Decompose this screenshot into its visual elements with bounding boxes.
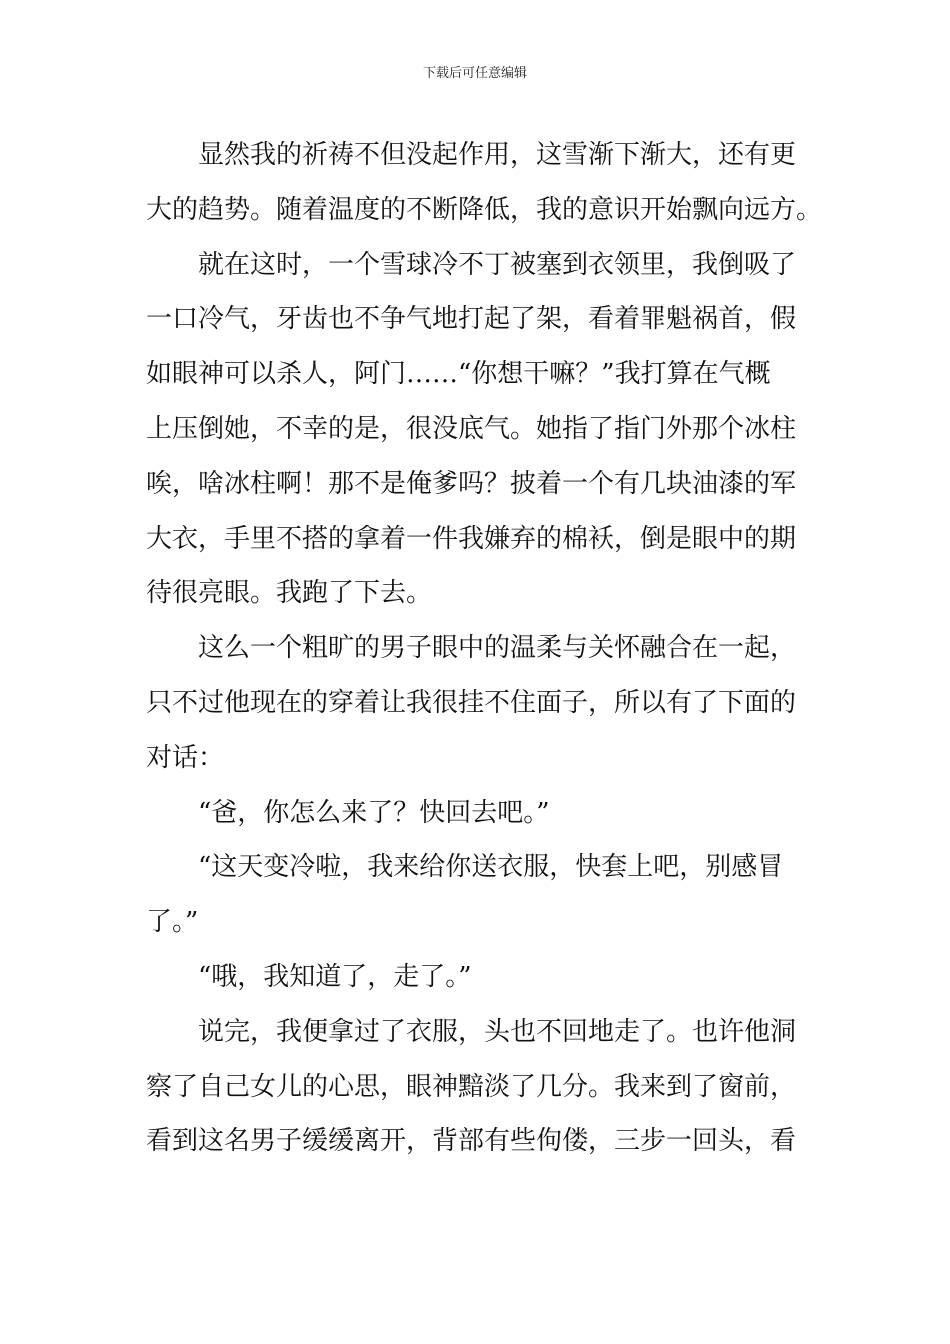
text-line: 大衣，手里不搭的拿着一件我嫌弃的棉袄，倒是眼中的期	[146, 523, 797, 554]
text-line: “爸，你怎么来了？快回去吧。”	[198, 797, 550, 828]
text-line: 察了自己女儿的心思，眼神黯淡了几分。我来到了窗前，	[146, 1071, 797, 1102]
text-line: 就在这时，一个雪球冷不丁被塞到衣领里，我倒吸了	[198, 249, 797, 280]
text-line: 上压倒她，不幸的是，很没底气。她指了指门外那个冰柱	[146, 413, 797, 444]
document-body	[146, 128, 823, 1169]
text-line: 对话：	[146, 742, 225, 773]
text-line: 只不过他现在的穿着让我很挂不住面子，所以有了下面的	[146, 687, 797, 718]
page-header: 下载后可任意编辑	[422, 66, 527, 81]
text-line: 看到这名男子缓缓离开，背部有些佝偻，三步一回头，看	[146, 1126, 797, 1157]
text-line: “哦，我知道了，走了。”	[198, 961, 472, 992]
text-line: 一口冷气，牙齿也不争气地打起了架，看着罪魁祸首，假	[146, 304, 797, 335]
text-line: 如眼神可以杀人，阿门……“你想干嘛？”我打算在气概	[146, 359, 771, 390]
text-line: 说完，我便拿过了衣服，头也不回地走了。也许他洞	[198, 1016, 797, 1047]
text-line: 这么一个粗旷的男子眼中的温柔与关怀融合在一起，	[198, 633, 797, 664]
text-line: 显然我的祈祷不但没起作用，这雪渐下渐大，还有更	[198, 140, 797, 170]
text-line: 唉，啥冰柱啊！那不是俺爹吗？披着一个有几块油漆的军	[146, 468, 797, 499]
text-line: “这天变冷啦，我来给你送衣服，快套上吧，别感冒	[198, 852, 784, 883]
text-line: 待很亮眼。我跑了下去。	[146, 578, 433, 609]
text-line: 大的趋势。随着温度的不断降低，我的意识开始飘向远方。	[146, 194, 823, 225]
text-line: 了。”	[146, 907, 199, 938]
